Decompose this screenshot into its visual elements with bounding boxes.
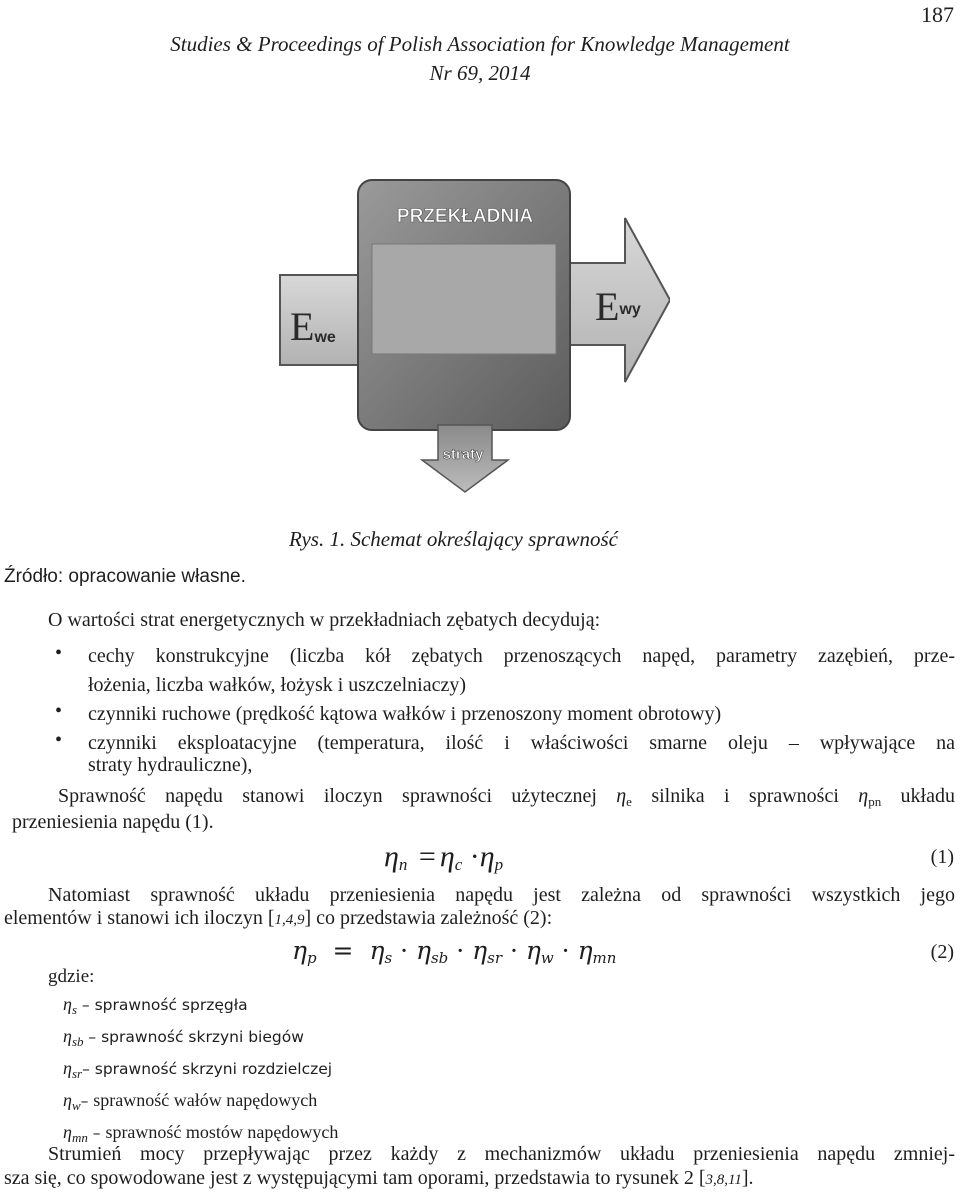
efficiency-paragraph: Sprawność napędu stanowi iloczyn sprawności użytecznej $\eta_e$ silnika i sprawności $\eta_{pn}$ układu [58,785,955,809]
figure-source: Źródło: opracowanie własne. [4,566,246,587]
figure-caption: Rys. 1. Schemat określający sprawność [289,527,618,551]
list-item: czynniki ruchowe (prędkość kątowa wałków i przenoszony moment obrotowy) [88,703,722,725]
equation-1: $\eta_n = \eta_c \cdot\eta_p$ [384,840,504,874]
journal-title: Studies & Proceedings of Polish Association for Knowledge Management [170,32,790,56]
gearbox-label: PRZEKŁADNIA [396,206,534,227]
list-item-cont: straty hydrauliczne), [88,754,253,776]
journal-issue: Nr 69, 2014 [429,61,531,85]
list-item-cont: łożenia, liczba wałków, łożysk i uszczelniaczy) [88,674,466,696]
bullet-marker: • [55,642,63,664]
definition-item: $\eta_{sr}-$ sprawność skrzyni rozdzielczej [63,1058,333,1081]
paragraph-3: Strumień mocy przepływając przez każdy z mechanizmów układu przeniesienia napędu zmniej- [48,1143,955,1165]
paragraph-3-cont: sza się, co spowodowane jest z występującymi tam oporami, przedstawia to rysunek 2 [3,8,11]. [4,1167,754,1189]
equation-2: $\eta_p = \eta_s \cdot \eta_{sb} \cdot \eta_{sr} \cdot \eta_w \cdot \eta_{mn}$ [292,936,617,967]
transmission-efficiency-diagram [270,170,670,500]
paragraph-2-cont: elementów i stanowi ich iloczyn [1,4,9] co przedstawia zależność (2): [4,907,553,929]
page-number: 187 [921,2,954,27]
where-label: gdzie: [48,966,95,987]
equation-1-number: (1) [930,846,954,868]
definition-item: $\eta_{mn}$ – sprawność mostów napędowych [63,1122,339,1145]
list-item: czynniki eksploatacyjne (temperatura, ilość i właściwości smarne oleju – wpływające na [88,732,955,754]
definition-item: $\eta_{sb}$ – sprawność skrzyni biegów [63,1026,304,1049]
bullet-marker: • [55,729,63,751]
intro-paragraph: O wartości strat energetycznych w przekładniach zębatych decydują: [48,609,601,631]
definition-item: $\eta_w-$ sprawność wałów napędowych [63,1090,318,1113]
definitions-list [63,991,338,1151]
equation-2-number: (2) [930,941,954,963]
bullet-marker: • [55,700,63,722]
losses-label: straty [442,446,484,463]
output-energy-label: Ewy [595,284,641,329]
input-energy-label: Ewe [290,304,336,349]
efficiency-paragraph-cont: przeniesienia napędu (1). [12,811,214,833]
list-item: cechy konstrukcyjne (liczba kół zębatych przenoszących napęd, parametry zazębień, prze- [88,645,955,667]
paragraph-2: Natomiast sprawność układu przeniesienia napędu jest zależna od sprawności wszystkich jego [48,884,955,906]
definition-item: $\eta_s$ – sprawność sprzęgła [63,994,248,1017]
output-arrow [570,218,670,382]
